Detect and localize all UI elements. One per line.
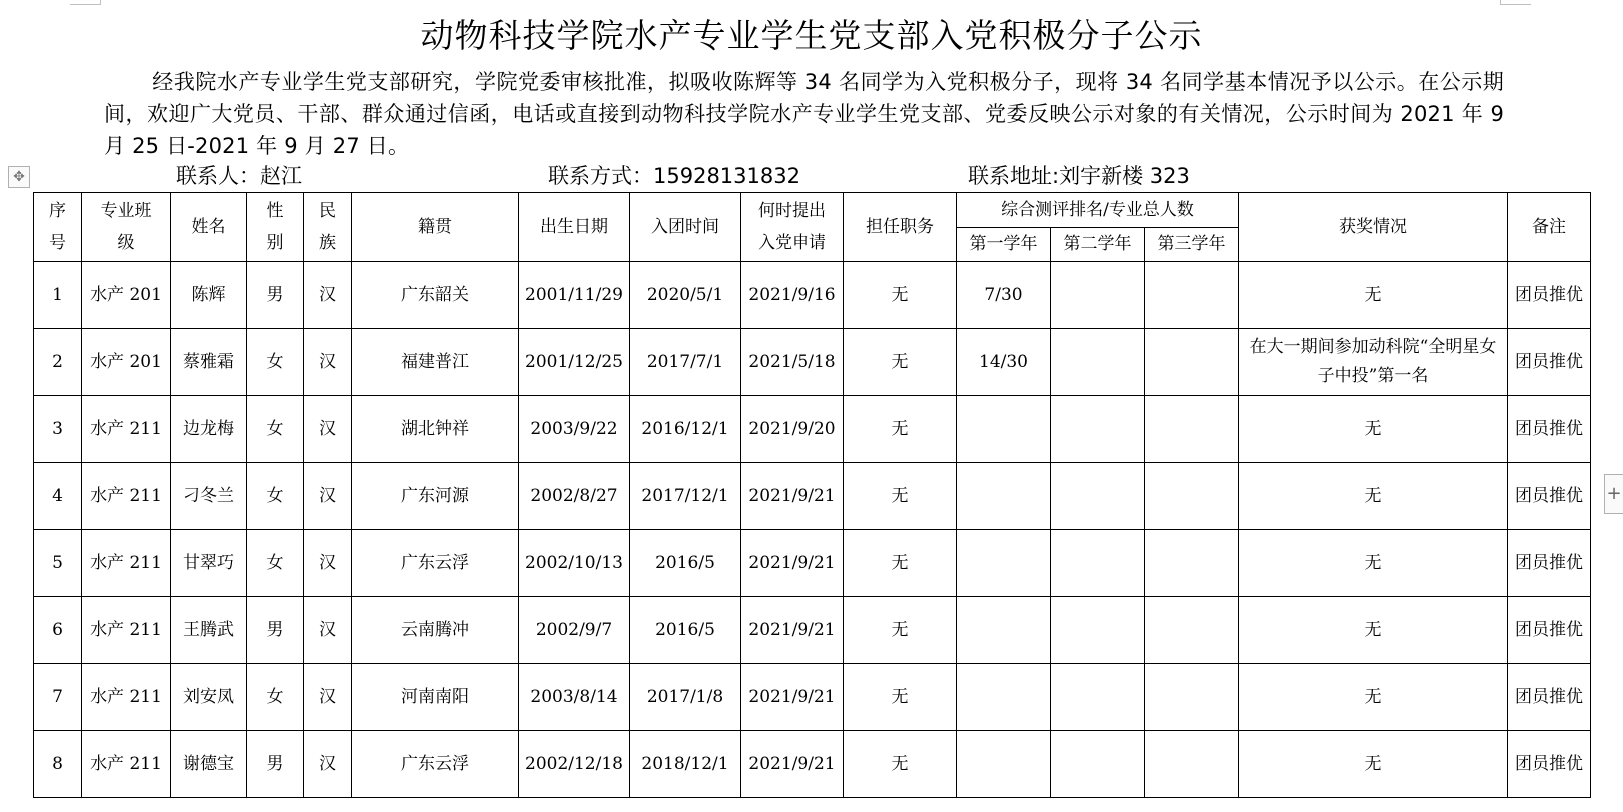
cell-year1[interactable] [957,664,1051,731]
cell-notes[interactable]: 团员推优 [1508,731,1591,798]
award-text: 在大一期间参加动科院“全明星女子中投”第一名 [1249,337,1497,386]
cell-notes[interactable]: 团员推优 [1508,530,1591,597]
cell-awards[interactable] [1239,597,1508,664]
cell-year3[interactable] [1145,463,1239,530]
cell-name[interactable]: 王腾武 [171,597,247,664]
cell-name[interactable]: 蔡雅霜 [171,329,247,396]
cell-awards[interactable] [1239,329,1508,396]
cell-apply[interactable]: 2021/5/18 [741,329,844,396]
cell-class[interactable]: 水产 201 [82,329,171,396]
cell-notes[interactable]: 团员推优 [1508,664,1591,731]
award-text: 无 [1364,552,1382,573]
cell-awards[interactable] [1239,731,1508,798]
cell-year3[interactable] [1145,731,1239,798]
header-row-top [34,193,1591,228]
cell-birth[interactable]: 2001/12/25 [519,329,630,396]
cell-position[interactable]: 无 [844,463,957,530]
cell-class[interactable]: 水产 201 [82,262,171,329]
cell-year3[interactable] [1145,396,1239,463]
cell-year1[interactable] [957,597,1051,664]
table-row [34,463,1591,530]
table-row [34,530,1591,597]
header-notes: 备注 [1508,193,1591,262]
award-text: 无 [1364,619,1382,640]
header-league-join: 入团时间 [630,193,741,262]
cell-league-join[interactable]: 2017/1/8 [630,664,741,731]
cell-year1[interactable]: 7/30 [957,262,1051,329]
cell-birth[interactable]: 2002/12/18 [519,731,630,798]
cell-year2[interactable] [1051,396,1145,463]
cell-league-join[interactable]: 2016/5 [630,597,741,664]
cell-class[interactable]: 水产 211 [82,396,171,463]
cell-league-join[interactable]: 2017/7/1 [630,329,741,396]
cell-gender[interactable]: 女 [247,664,304,731]
cell-seq[interactable]: 5 [34,530,82,597]
cell-year1[interactable]: 14/30 [957,329,1051,396]
cell-position[interactable]: 无 [844,530,957,597]
table-row [34,597,1591,664]
cell-awards[interactable] [1239,530,1508,597]
cell-birth[interactable]: 2001/11/29 [519,262,630,329]
cell-apply[interactable]: 2021/9/21 [741,530,844,597]
cell-notes[interactable]: 团员推优 [1508,329,1591,396]
cell-year3[interactable] [1145,329,1239,396]
cell-year2[interactable] [1051,597,1145,664]
header-year1: 第一学年 [957,228,1051,262]
page-corner-mark-left [70,0,101,5]
cell-gender[interactable]: 男 [247,597,304,664]
cell-apply[interactable]: 2021/9/21 [741,664,844,731]
cell-year3[interactable] [1145,262,1239,329]
contact-address: 联系地址:刘宇新楼 323 [968,164,1190,188]
cell-seq[interactable]: 8 [34,731,82,798]
cell-year2[interactable] [1051,731,1145,798]
cell-awards[interactable] [1239,396,1508,463]
cell-apply[interactable]: 2021/9/21 [741,731,844,798]
cell-notes[interactable]: 团员推优 [1508,262,1591,329]
cell-position[interactable]: 无 [844,731,957,798]
header-origin: 籍贯 [352,193,519,262]
contact-person: 联系人：赵江 [176,164,302,188]
cell-class[interactable]: 水产 211 [82,597,171,664]
cell-position[interactable]: 无 [844,597,957,664]
cell-position[interactable]: 无 [844,396,957,463]
cell-year1[interactable] [957,530,1051,597]
cell-seq[interactable]: 1 [34,262,82,329]
header-class: 专业班 级 [82,193,171,262]
cell-position[interactable]: 无 [844,664,957,731]
cell-league-join[interactable]: 2016/12/1 [630,396,741,463]
cell-seq[interactable]: 2 [34,329,82,396]
cell-awards[interactable] [1239,664,1508,731]
cell-apply[interactable]: 2021/9/21 [741,597,844,664]
candidate-table [33,192,1591,798]
award-text: 无 [1364,485,1382,506]
cell-birth[interactable]: 2003/8/14 [519,664,630,731]
cell-gender[interactable]: 女 [247,396,304,463]
cell-name[interactable]: 甘翠巧 [171,530,247,597]
cell-year2[interactable] [1051,530,1145,597]
cell-year2[interactable] [1051,262,1145,329]
cell-origin[interactable]: 福建普江 [352,329,519,396]
cell-class[interactable]: 水产 211 [82,463,171,530]
header-position: 担任职务 [844,193,957,262]
cell-year3[interactable] [1145,664,1239,731]
page-corner-mark-right [1500,0,1531,5]
cell-seq[interactable]: 6 [34,597,82,664]
cell-awards[interactable] [1239,463,1508,530]
header-apply: 何时提出 入党申请 [741,193,844,262]
add-column-icon[interactable]: + [1604,474,1623,514]
award-text: 无 [1364,686,1382,707]
cell-name[interactable]: 陈辉 [171,262,247,329]
cell-league-join[interactable]: 2016/5 [630,530,741,597]
cell-gender[interactable]: 女 [247,530,304,597]
cell-origin[interactable]: 广东河源 [352,463,519,530]
cell-league-join[interactable]: 2020/5/1 [630,262,741,329]
cell-apply[interactable]: 2021/9/21 [741,463,844,530]
header-ranking: 综合测评排名/专业总人数 [957,193,1239,228]
cell-gender[interactable]: 女 [247,463,304,530]
cell-year3[interactable] [1145,530,1239,597]
table-move-handle-icon[interactable]: ✥ [8,166,30,188]
cell-birth[interactable]: 2002/8/27 [519,463,630,530]
cell-ethnicity[interactable]: 汉 [304,329,352,396]
contact-phone: 联系方式：15928131832 [548,164,800,188]
table-row [34,731,1591,798]
intro-paragraph [104,66,1504,162]
cell-year2[interactable] [1051,463,1145,530]
cell-class[interactable]: 水产 211 [82,530,171,597]
cell-gender[interactable]: 男 [247,262,304,329]
cell-ethnicity[interactable]: 汉 [304,664,352,731]
cell-ethnicity[interactable]: 汉 [304,262,352,329]
header-birth: 出生日期 [519,193,630,262]
table-row [34,262,1591,329]
cell-origin[interactable]: 湖北钟祥 [352,396,519,463]
cell-name[interactable]: 谢德宝 [171,731,247,798]
header-name: 姓名 [171,193,247,262]
cell-year1[interactable] [957,396,1051,463]
cell-class[interactable]: 水产 211 [82,664,171,731]
header-year3: 第三学年 [1145,228,1239,262]
cell-ethnicity[interactable]: 汉 [304,463,352,530]
header-seq: 序 号 [34,193,82,262]
cell-year1[interactable] [957,731,1051,798]
cell-ethnicity[interactable]: 汉 [304,597,352,664]
header-gender: 性 别 [247,193,304,262]
cell-position[interactable]: 无 [844,262,957,329]
cell-name[interactable]: 刘安凤 [171,664,247,731]
cell-year2[interactable] [1051,664,1145,731]
cell-apply[interactable]: 2021/9/16 [741,262,844,329]
cell-origin[interactable]: 广东韶关 [352,262,519,329]
table-row [34,396,1591,463]
cell-apply[interactable]: 2021/9/20 [741,396,844,463]
header-awards: 获奖情况 [1239,193,1508,262]
award-text: 无 [1364,284,1382,305]
table-row [34,664,1591,731]
cell-league-join[interactable]: 2017/12/1 [630,463,741,530]
cell-name[interactable]: 刁冬兰 [171,463,247,530]
cell-origin[interactable]: 广东云浮 [352,530,519,597]
document-title: 动物科技学院水产专业学生党支部入党积极分子公示 [420,16,1203,55]
cell-seq[interactable]: 3 [34,396,82,463]
cell-seq[interactable]: 7 [34,664,82,731]
cell-gender[interactable]: 男 [247,731,304,798]
cell-birth[interactable]: 2002/10/13 [519,530,630,597]
cell-league-join[interactable]: 2018/12/1 [630,731,741,798]
cell-year2[interactable] [1051,329,1145,396]
intro-text: 经我院水产专业学生党支部研究，学院党委审核批准，拟吸收陈辉等 34 名同学为入党积极分子，现将 34 名同学基本情况予以公示。在公示期间，欢迎广大党员、干部、群众通过信函，电话或直接到动物科技学院水产专业学生党支部、党委反映公示对象的有关情况，公示时间为 2021 年 9 月 25 日-2021 年 9 月 27 日。 [104,70,1504,158]
cell-class[interactable]: 水产 211 [82,731,171,798]
cell-year1[interactable] [957,463,1051,530]
cell-gender[interactable]: 女 [247,329,304,396]
table-row [34,329,1591,396]
header-year2: 第二学年 [1051,228,1145,262]
cell-origin[interactable]: 河南南阳 [352,664,519,731]
cell-origin[interactable]: 广东云浮 [352,731,519,798]
cell-ethnicity[interactable]: 汉 [304,396,352,463]
cell-position[interactable]: 无 [844,329,957,396]
cell-notes[interactable]: 团员推优 [1508,463,1591,530]
cell-origin[interactable]: 云南腾冲 [352,597,519,664]
award-text: 无 [1364,753,1382,774]
cell-birth[interactable]: 2002/9/7 [519,597,630,664]
award-text: 无 [1364,418,1382,439]
cell-birth[interactable]: 2003/9/22 [519,396,630,463]
cell-awards[interactable] [1239,262,1508,329]
cell-notes[interactable]: 团员推优 [1508,396,1591,463]
cell-name[interactable]: 边龙梅 [171,396,247,463]
cell-ethnicity[interactable]: 汉 [304,731,352,798]
cell-ethnicity[interactable]: 汉 [304,530,352,597]
cell-notes[interactable]: 团员推优 [1508,597,1591,664]
cell-seq[interactable]: 4 [34,463,82,530]
contact-line [0,161,1623,191]
cell-year3[interactable] [1145,597,1239,664]
header-ethnicity: 民 族 [304,193,352,262]
